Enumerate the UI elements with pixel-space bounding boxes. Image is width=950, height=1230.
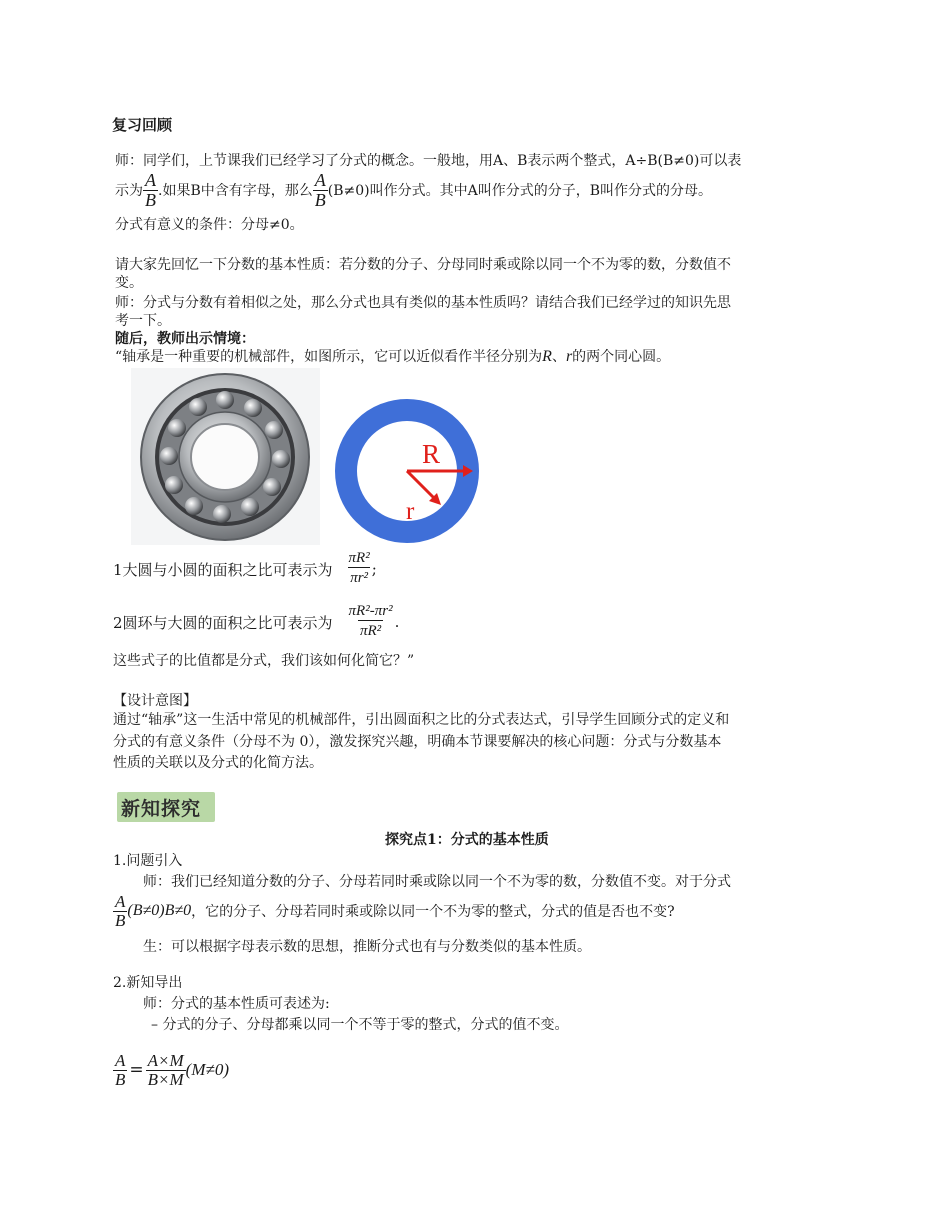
math-symbol-r: r: [565, 348, 573, 365]
punctuation: .: [394, 613, 400, 631]
fraction-numerator: A×M: [147, 1050, 184, 1070]
fraction-denominator: B×M: [147, 1069, 184, 1089]
fraction-lhs: [113, 1052, 127, 1089]
equals-sign: =: [129, 1060, 144, 1080]
paragraph-line: 分式有意义的条件：分母≠0。: [115, 217, 304, 233]
math-symbol-R: R: [542, 348, 552, 365]
fraction-ring-ratio: [347, 604, 395, 640]
concentric-ring-diagram: [333, 397, 481, 545]
paragraph-line: 师：同学们，上节课我们已经学习了分式的概念。一般地，用A、B表示两个整式，A÷B(B≠0)可以表: [115, 153, 742, 169]
label-R: R: [422, 439, 441, 469]
bullet-item: – 分式的分子、分母都乘以同一个不等于零的整式，分式的值不变。: [151, 1017, 569, 1033]
bearing-illustration: [131, 368, 320, 545]
section-badge-text: 新知探究: [121, 798, 202, 820]
item-2: [113, 597, 399, 647]
fraction-numerator: πR²: [348, 550, 370, 567]
fraction-rhs: [146, 1052, 186, 1089]
fraction-a-over-b: [113, 893, 127, 930]
label-r: r: [406, 498, 415, 525]
section-heading-review: 复习回顾: [112, 116, 173, 134]
text-span: (B≠0)叫作分式。其中A叫作分式的分子，B叫作分式的分母。: [327, 183, 712, 199]
punctuation: ;: [371, 560, 377, 578]
text-span: .如果B中含有字母，那么: [158, 183, 313, 199]
subsection-heading: 2.新知导出: [113, 975, 183, 991]
text-span: 、: [551, 349, 566, 365]
condition-expression: (M≠0): [185, 1060, 229, 1079]
paragraph-line: 生：可以根据字母表示数的思想，推断分式也有与分数类似的基本性质。: [143, 939, 591, 955]
fraction-a-over-b: [143, 171, 158, 210]
fraction-numerator: A: [314, 169, 326, 190]
fraction-denominator: B: [314, 189, 326, 210]
fraction-denominator: B: [115, 1069, 126, 1089]
explore-title: 探究点1：分式的基本性质: [385, 832, 549, 848]
fraction-denominator: B: [145, 189, 156, 210]
item-1: [113, 544, 377, 594]
text-span: ，它的分子、分母若同时乘或除以同一个不为零的整式，分式的值是否也不变?: [191, 904, 675, 920]
fraction-numerator: A: [145, 169, 156, 190]
item-text: 2圆环与大圆的面积之比可表示为: [113, 613, 333, 632]
text-span: “轴承是一种重要的机械部件，如图所示，它可以近似看作半径分别为: [115, 349, 543, 365]
fraction-area-ratio: [347, 551, 372, 587]
property-formula: [113, 1046, 229, 1094]
scene-close: 这些式子的比值都是分式，我们该如何化简它？”: [113, 653, 415, 669]
design-line: 分式的有意义条件（分母不为 0），激发探究兴趣，明确本节课要解决的核心问题：分式与分数基本: [113, 734, 722, 750]
radius-r-arrow: [407, 471, 437, 501]
fraction-numerator: πR²-πr²: [348, 603, 393, 620]
paragraph-line: 变。: [115, 275, 143, 291]
bearing-photo: [131, 368, 320, 545]
paragraph-line: 师：分式的基本性质可表述为:: [143, 996, 330, 1012]
design-heading: 【设计意图】: [113, 693, 197, 709]
paragraph-line: 师：我们已经知道分数的分子、分母若同时乘或除以同一个不为零的数，分数值不变。对于分式: [143, 874, 731, 890]
text-span: 示为: [115, 183, 143, 199]
design-line: 性质的关联以及分式的化简方法。: [113, 755, 323, 771]
design-line: 通过“轴承”这一生活中常见的机械部件，引出圆面积之比的分式表达式，引导学生回顾分式的定义和: [113, 712, 730, 728]
fraction-denominator: πR²: [358, 620, 383, 640]
paragraph-line: 请大家先回忆一下分数的基本性质：若分数的分子、分母同时乘或除以同一个不为零的数，分数值不: [115, 257, 731, 273]
text-span: 的两个同心圆。: [572, 349, 671, 365]
scene-heading: 随后，教师出示情境：: [115, 331, 255, 347]
scene-text: [115, 346, 670, 366]
fraction-numerator: A: [115, 891, 126, 911]
fraction-denominator: B: [115, 910, 126, 930]
paragraph-line: 师：分式与分数有着相似之处，那么分式也具有类似的基本性质吗？请结合我们已经学过的知识先思: [115, 295, 731, 311]
section-badge: [117, 792, 215, 822]
paragraph-line-with-fraction: [113, 888, 675, 934]
fraction-numerator: A: [115, 1050, 126, 1070]
fraction-denominator: πr²: [348, 567, 370, 587]
item-text: 1大圆与小圆的面积之比可表示为: [113, 560, 333, 579]
fraction-a-over-b: [313, 171, 328, 210]
subsection-heading: 1.问题引入: [113, 853, 183, 869]
paragraph-line-with-fractions: [115, 166, 712, 214]
condition-expression: (B≠0)B≠0: [127, 902, 192, 919]
ring-svg: [333, 397, 481, 545]
paragraph-line: 考一下。: [115, 313, 171, 329]
